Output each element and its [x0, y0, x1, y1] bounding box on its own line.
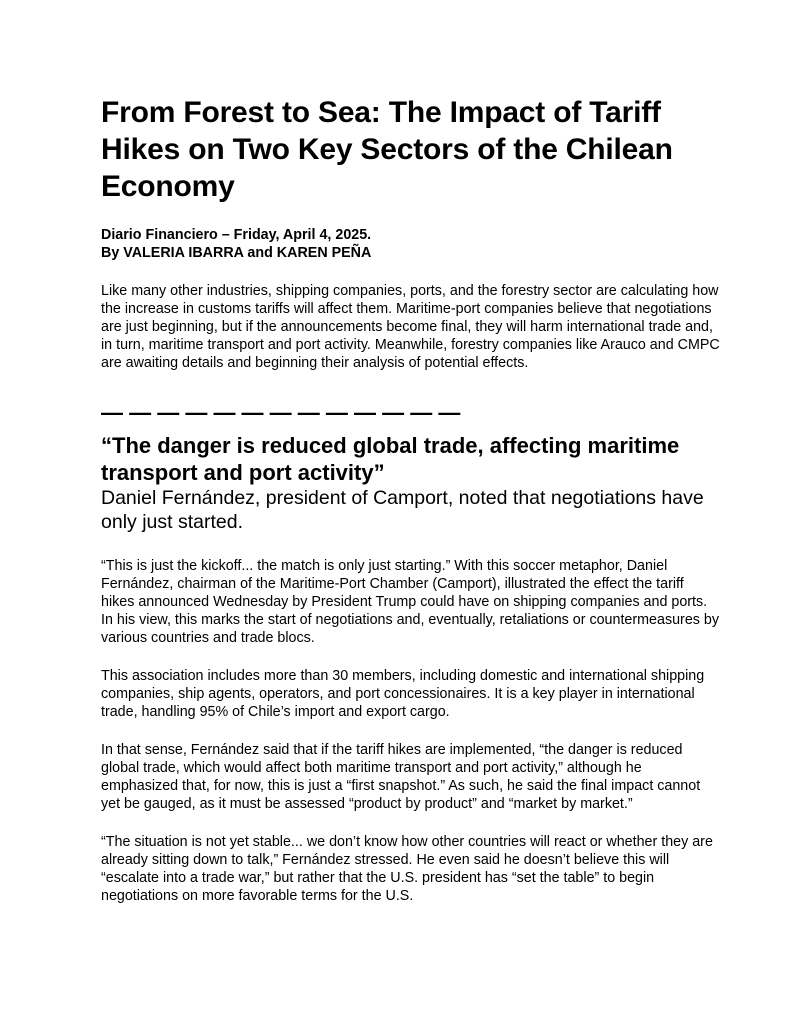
lede-paragraph: Like many other industries, shipping companies, ports, and the forestry sector are calculating how the increase in customs tariffs will affect them. Maritime-port companies believe that negotiations are just beginning, but if the announcements become final, they will harm international trade and, in turn, maritime transport and port activity. Meanwhile, forestry companies like Arauco and CMPC are awaiting details and beginning their analysis of potential effects.	[101, 283, 720, 371]
author-line: By VALERIA IBARRA and KAREN PEÑA	[101, 245, 372, 261]
body-paragraph: “The situation is not yet stable... we don’t know how other countries will react or whether they are already sitting down to talk,” Fernández stressed. He even said he doesn’t believe this will “escalate into a trade war,” but rather that the U.S. president has “set the table” to begin negotiations on more favorable terms for the U.S.	[101, 834, 713, 904]
section-divider: — — — — — — — — — — — — —	[101, 400, 461, 425]
article-body	[101, 557, 721, 905]
article-page	[101, 94, 721, 919]
pull-quote-headline: “The danger is reduced global trade, affecting maritime transport and port activity”	[101, 433, 680, 485]
section-deck: Daniel Fernández, president of Camport, noted that negotiations have only just started.	[101, 487, 704, 533]
article-title: From Forest to Sea: The Impact of Tariff Hikes on Two Key Sectors of the Chilean Economy	[101, 96, 673, 203]
byline	[101, 226, 721, 262]
body-paragraph: In that sense, Fernández said that if the tariff hikes are implemented, “the danger is reduced global trade, which would affect both maritime transport and port activity,” although he emphasized that, for now, this is just a “first snapshot.” As such, he said the final impact cannot yet be gauged, as it must be assessed “product by product” and “market by market.”	[101, 742, 701, 812]
source-line: Diario Financiero – Friday, April 4, 2025.	[101, 227, 372, 243]
body-paragraph: “This is just the kickoff... the match is only just starting.” With this soccer metaphor, Daniel Fernández, chairman of the Maritime-Port Chamber (Camport), illustrated the effect the tariff hikes announced Wednesday by President Trump could have on shipping companies and ports. In his view, this marks the start of negotiations and, eventually, retaliations or countermeasures by various countries and trade blocs.	[101, 558, 719, 646]
body-paragraph: This association includes more than 30 members, including domestic and international shipping companies, ship agents, operators, and port concessionaires. It is a key player in international trade, handling 95% of Chile’s import and export cargo.	[101, 668, 705, 720]
